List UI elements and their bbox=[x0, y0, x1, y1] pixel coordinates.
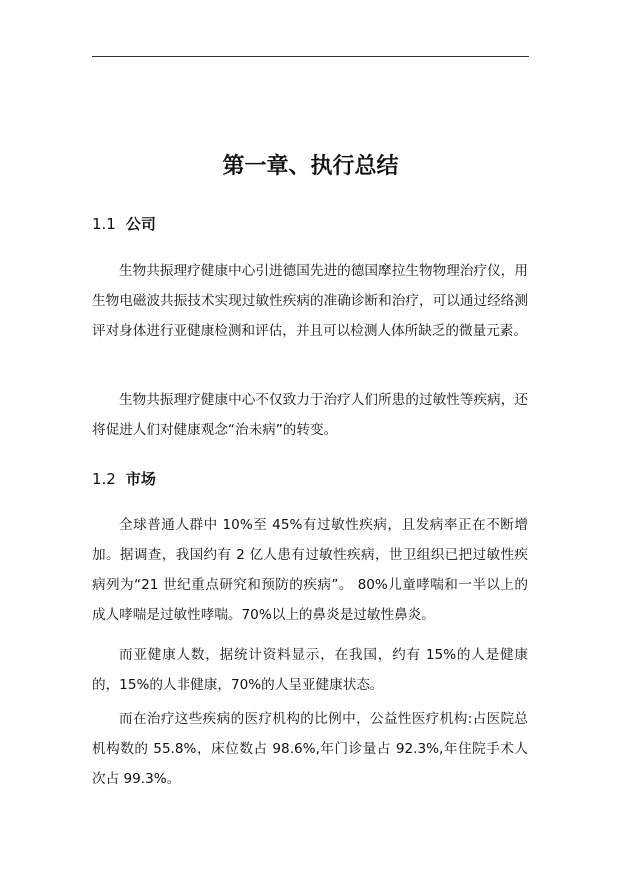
section-number: 1.1 bbox=[92, 215, 116, 233]
section-number: 1.2 bbox=[92, 470, 116, 488]
header-rule bbox=[92, 56, 529, 57]
section-heading-company bbox=[92, 214, 156, 234]
paragraph: 而亚健康人数，据统计资料显示，在我国，约有 15%的人是健康的，15%的人非健康，70%的人呈亚健康状态。 bbox=[92, 647, 528, 693]
paragraph: 全球普通人群中 10%至 45%有过敏性疾病，且发病率正在不断增加。据调查，我国约有 2 亿人患有过敏性疾病，世卫组织已把过敏性疾病列为“21 世纪重点研究和预防的疾病”。 80%儿童哮喘和一半以上的成人哮喘是过敏性哮喘。70%以上的鼻炎是过敏性鼻炎。 bbox=[92, 517, 528, 623]
section-title: 市场 bbox=[125, 470, 156, 488]
section-title: 公司 bbox=[125, 215, 156, 233]
chapter-title: 第一章、执行总结 bbox=[222, 153, 399, 179]
section-heading-market bbox=[92, 469, 156, 489]
paragraph: 生物共振理疗健康中心引进德国先进的德国摩拉生物物理治疗仪，用生物电磁波共振技术实现过敏性疾病的准确诊断和治疗，可以通过经络测评对身体进行亚健康检测和评估，并且可以检测人体所缺乏的微量元素。 bbox=[92, 263, 528, 339]
paragraph: 生物共振理疗健康中心不仅致力于治疗人们所患的过敏性等疾病，还将促进人们对健康观念“治未病”的转变。 bbox=[92, 392, 528, 438]
paragraph: 而在治疗这些疾病的医疗机构的比例中，公益性医疗机构:占医院总机构数的 55.8%，床位数占 98.6%,年门诊量占 92.3%,年住院手术人次占 99.3%。 bbox=[92, 711, 528, 787]
